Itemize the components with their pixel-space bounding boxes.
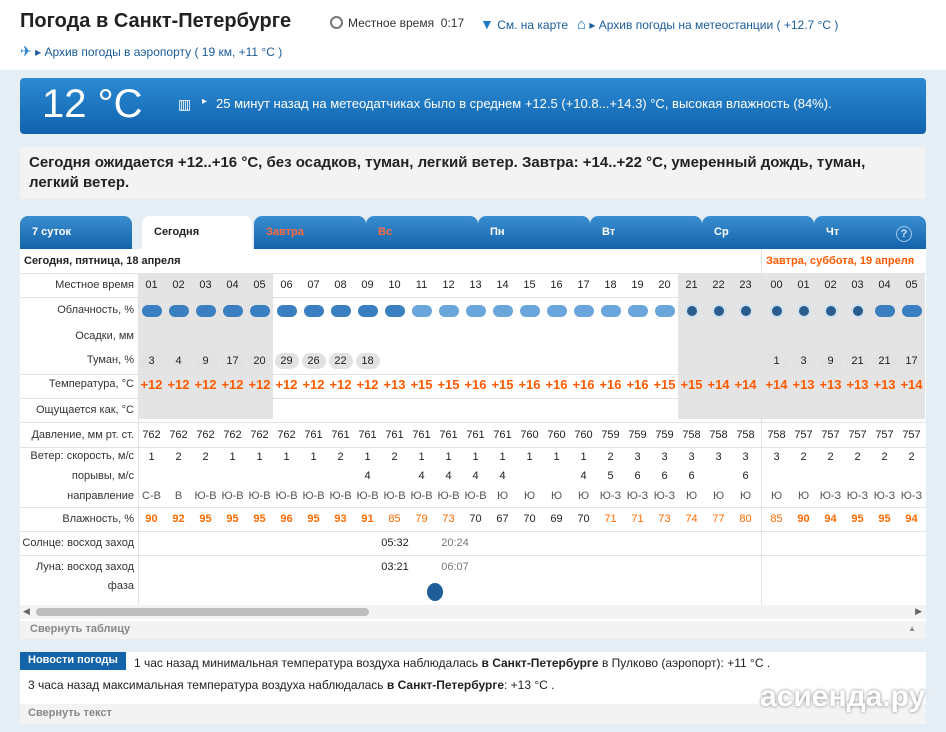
- hour-cell: 03: [199, 279, 212, 291]
- moonrise: 03:21: [381, 561, 409, 573]
- station-icon: ⌂: [577, 16, 587, 33]
- wind-cell: 1: [526, 451, 533, 463]
- hour-cell: 07: [307, 279, 320, 291]
- collapse-arrow-icon: ▲: [908, 624, 916, 633]
- humidity-cell: 80: [739, 513, 752, 525]
- hour-cell: 02: [824, 279, 837, 291]
- hour-cell: 19: [631, 279, 644, 291]
- direction-cell: Ю: [739, 490, 752, 502]
- humidity-cell: 69: [550, 513, 563, 525]
- fog-cell: 18: [354, 353, 381, 369]
- fog-cell: 21: [844, 353, 871, 369]
- temp-cell: +12: [329, 377, 352, 392]
- row-divider: [20, 297, 926, 298]
- page-title: Погода в Санкт-Петербурге: [20, 10, 292, 32]
- pressure-cell: 761: [304, 429, 323, 441]
- humidity-cell: 90: [797, 513, 810, 525]
- gust-cell: 4: [580, 470, 587, 482]
- hour-cell: 15: [523, 279, 536, 291]
- clear-night-icon: [763, 301, 790, 321]
- cloud-icon: [273, 301, 300, 321]
- humidity-cell: 95: [307, 513, 320, 525]
- row-divider: [20, 422, 926, 423]
- cloud-icon: [165, 301, 192, 321]
- hour-cell: 00: [770, 279, 783, 291]
- fog-cell: 26: [300, 353, 327, 369]
- pressure-cell: 757: [794, 429, 813, 441]
- pressure-cell: 757: [875, 429, 894, 441]
- hour-cell: 04: [878, 279, 891, 291]
- news-title: Новости погоды: [20, 652, 126, 670]
- direction-cell: Ю: [797, 490, 810, 502]
- row-divider: [20, 398, 926, 399]
- row-label-sun: Солнце: восход заход: [22, 537, 134, 549]
- wind-cell: 1: [283, 451, 290, 463]
- temp-cell: +16: [572, 377, 595, 392]
- row-label-precip: Осадки, мм: [75, 330, 134, 342]
- wind-cell: 3: [773, 451, 780, 463]
- humidity-cell: 73: [442, 513, 455, 525]
- humidity-cell: 71: [604, 513, 617, 525]
- direction-cell: Ю-В: [356, 490, 379, 502]
- temp-cell: +12: [356, 377, 379, 392]
- cloud-icon: [138, 301, 165, 321]
- temp-cell: +15: [653, 377, 676, 392]
- tab-wednesday[interactable]: Ср: [702, 216, 814, 249]
- pressure-cell: 762: [142, 429, 161, 441]
- scrollbar-thumb[interactable]: [36, 608, 369, 616]
- wind-cell: 1: [580, 451, 587, 463]
- hour-cell: 13: [469, 279, 482, 291]
- hour-cell: 05: [253, 279, 266, 291]
- direction-cell: Ю-В: [329, 490, 352, 502]
- pressure-cell: 762: [250, 429, 269, 441]
- temp-cell: +12: [302, 377, 325, 392]
- gust-cell: 4: [445, 470, 452, 482]
- direction-cell: Ю-З: [653, 490, 676, 502]
- moon-phase-icon: [427, 583, 443, 601]
- direction-cell: Ю: [712, 490, 725, 502]
- gust-cell: 6: [634, 470, 641, 482]
- wind-cell: 3: [661, 451, 668, 463]
- pressure-cell: 761: [331, 429, 350, 441]
- row-label-phase: фаза: [107, 580, 134, 592]
- row-label-moon: Луна: восход заход: [35, 561, 134, 573]
- pressure-cell: 757: [848, 429, 867, 441]
- humidity-cell: 70: [469, 513, 482, 525]
- collapse-text-button[interactable]: Свернуть текст: [20, 704, 926, 724]
- wind-cell: 1: [256, 451, 263, 463]
- pressure-cell: 759: [655, 429, 674, 441]
- cloud-icon: [651, 301, 678, 321]
- humidity-cell: 94: [824, 513, 837, 525]
- temp-cell: +16: [464, 377, 487, 392]
- wind-cell: 1: [310, 451, 317, 463]
- humidity-cell: 94: [905, 513, 918, 525]
- pressure-cell: 758: [682, 429, 701, 441]
- humidity-cell: 92: [172, 513, 185, 525]
- direction-cell: Ю-В: [194, 490, 217, 502]
- row-divider: [20, 531, 926, 532]
- direction-cell: Ю: [577, 490, 590, 502]
- fog-cell: 9: [817, 353, 844, 369]
- temp-cell: +14: [707, 377, 730, 392]
- row-label-local_time: Местное время: [55, 279, 134, 291]
- hour-cell: 14: [496, 279, 509, 291]
- pressure-cell: 762: [277, 429, 296, 441]
- direction-cell: Ю: [496, 490, 509, 502]
- wind-cell: 3: [715, 451, 722, 463]
- wind-cell: 1: [445, 451, 452, 463]
- row-divider: [20, 447, 926, 448]
- temp-cell: +13: [846, 377, 869, 392]
- hour-cell: 05: [905, 279, 918, 291]
- direction-cell: В: [174, 490, 183, 502]
- clear-night-icon: [817, 301, 844, 321]
- pressure-cell: 761: [358, 429, 377, 441]
- pressure-cell: 761: [412, 429, 431, 441]
- wind-cell: 3: [688, 451, 695, 463]
- news-item-1: 1 час назад минимальная температура воздуха наблюдалась в Санкт-Петербурге в Пулково (аэропорт): +11 °C .: [134, 656, 771, 670]
- sunrise: 05:32: [381, 537, 409, 549]
- direction-cell: Ю: [550, 490, 563, 502]
- wind-cell: 1: [553, 451, 560, 463]
- row-divider: [20, 374, 926, 375]
- temp-cell: +16: [626, 377, 649, 392]
- gust-cell: 4: [364, 470, 371, 482]
- humidity-cell: 91: [361, 513, 374, 525]
- row-label-direction: направление: [67, 490, 134, 502]
- hour-cell: 11: [415, 279, 428, 291]
- clear-night-icon: [705, 301, 732, 321]
- map-pin-icon: ▼: [480, 16, 494, 32]
- pressure-cell: 759: [601, 429, 620, 441]
- humidity-cell: 95: [878, 513, 891, 525]
- humidity-cell: 77: [712, 513, 725, 525]
- temp-cell: +15: [491, 377, 514, 392]
- pressure-cell: 757: [821, 429, 840, 441]
- row-divider: [20, 507, 926, 508]
- humidity-cell: 70: [577, 513, 590, 525]
- hour-cell: 03: [851, 279, 864, 291]
- arrow-icon: ▸: [202, 96, 208, 107]
- pressure-cell: 760: [520, 429, 539, 441]
- wind-cell: 3: [634, 451, 641, 463]
- hour-cell: 22: [712, 279, 725, 291]
- temp-cell: +15: [410, 377, 433, 392]
- temp-cell: +12: [194, 377, 217, 392]
- humidity-cell: 70: [523, 513, 536, 525]
- direction-cell: С-В: [142, 490, 161, 502]
- pressure-cell: 761: [466, 429, 485, 441]
- clear-night-icon: [732, 301, 759, 321]
- temp-cell: +12: [140, 377, 163, 392]
- scroll-left-icon[interactable]: ◀: [23, 606, 30, 616]
- hour-cell: 18: [604, 279, 617, 291]
- wind-cell: 2: [881, 451, 888, 463]
- direction-cell: Ю-З: [819, 490, 842, 502]
- clock-icon: [330, 16, 343, 29]
- fog-cell: 22: [327, 353, 354, 369]
- wind-cell: 1: [418, 451, 425, 463]
- tab-tuesday[interactable]: Вт: [590, 216, 702, 249]
- temp-cell: +12: [167, 377, 190, 392]
- humidity-cell: 85: [388, 513, 401, 525]
- watermark: асиенда.ру: [760, 680, 926, 713]
- cloud-icon: [300, 301, 327, 321]
- humidity-cell: 96: [280, 513, 293, 525]
- humidity-cell: 74: [685, 513, 698, 525]
- collapse-table-button[interactable]: Свернуть таблицу ▲: [20, 621, 926, 639]
- humidity-cell: 73: [658, 513, 671, 525]
- cloud-icon: [462, 301, 489, 321]
- date-today: Сегодня, пятница, 18 апреля: [24, 255, 181, 267]
- current-temp: 12 °C: [42, 82, 143, 126]
- temp-cell: +13: [873, 377, 896, 392]
- tab-monday[interactable]: Пн: [478, 216, 590, 249]
- hour-cell: 23: [739, 279, 752, 291]
- gust-cell: 5: [607, 470, 614, 482]
- forecast-summary: Сегодня ожидается +12..+16 °C, без осадков, туман, легкий ветер. Завтра: +14..+22 °C, умеренный дождь, туман, легкий ветер.: [20, 147, 926, 199]
- wind-cell: 1: [472, 451, 479, 463]
- cloud-icon: [597, 301, 624, 321]
- cloud-icon: [489, 301, 516, 321]
- airplane-icon: ✈: [20, 43, 32, 59]
- clear-night-icon: [790, 301, 817, 321]
- building-icon: ▥: [178, 96, 192, 112]
- humidity-cell: 95: [199, 513, 212, 525]
- wind-cell: 1: [364, 451, 371, 463]
- cloud-icon: [570, 301, 597, 321]
- tab-today[interactable]: Сегодня: [142, 216, 252, 249]
- map-link[interactable]: ▼ См. на карте: [480, 16, 569, 32]
- row-label-feels: Ощущается как, °C: [35, 404, 134, 416]
- humidity-cell: 67: [496, 513, 509, 525]
- day-tabs: [20, 213, 926, 249]
- pressure-cell: 759: [628, 429, 647, 441]
- wind-cell: 2: [175, 451, 182, 463]
- pressure-cell: 761: [439, 429, 458, 441]
- direction-cell: Ю-В: [410, 490, 433, 502]
- row-label-gusts: порывы, м/с: [71, 470, 134, 482]
- direction-cell: Ю-В: [464, 490, 487, 502]
- wind-cell: 1: [148, 451, 155, 463]
- gust-cell: 6: [661, 470, 668, 482]
- pressure-cell: 758: [709, 429, 728, 441]
- fog-cell: 17: [898, 353, 925, 369]
- wind-cell: 2: [908, 451, 915, 463]
- fog-cell: 1: [763, 353, 790, 369]
- direction-cell: Ю-В: [221, 490, 244, 502]
- fog-cell: 21: [871, 353, 898, 369]
- pressure-cell: 762: [196, 429, 215, 441]
- wind-cell: 2: [391, 451, 398, 463]
- hour-cell: 16: [550, 279, 563, 291]
- temp-cell: +13: [819, 377, 842, 392]
- temp-cell: +15: [437, 377, 460, 392]
- tab-sunday[interactable]: Вс: [366, 216, 478, 249]
- fog-cell: 17: [219, 353, 246, 369]
- pressure-cell: 761: [493, 429, 512, 441]
- clear-night-icon: [678, 301, 705, 321]
- temp-cell: +16: [545, 377, 568, 392]
- humidity-cell: 90: [145, 513, 158, 525]
- row-label-wind_speed: Ветер: скорость, м/с: [30, 450, 134, 462]
- cloud-icon: [543, 301, 570, 321]
- gust-cell: 6: [688, 470, 695, 482]
- cloud-icon: [327, 301, 354, 321]
- direction-cell: Ю: [770, 490, 783, 502]
- wind-cell: 2: [854, 451, 861, 463]
- direction-cell: Ю-В: [302, 490, 325, 502]
- page-header: [0, 0, 946, 70]
- humidity-cell: 93: [334, 513, 347, 525]
- cloud-icon: [246, 301, 273, 321]
- hour-cell: 04: [226, 279, 239, 291]
- gust-cell: 4: [472, 470, 479, 482]
- row-label-pressure: Давление, мм рт. ст.: [31, 429, 134, 441]
- day-divider: [761, 249, 762, 605]
- gust-cell: 6: [742, 470, 749, 482]
- help-icon[interactable]: ?: [896, 226, 912, 242]
- row-label-temp: Температура, °C: [48, 378, 134, 390]
- cloud-icon: [624, 301, 651, 321]
- direction-cell: Ю-З: [626, 490, 649, 502]
- cloud-icon: [435, 301, 462, 321]
- cloud-icon: [898, 301, 925, 321]
- cloud-icon: [192, 301, 219, 321]
- temp-cell: +12: [221, 377, 244, 392]
- airport-archive-link[interactable]: ✈ ▸ Архив погоды в аэропорту ( 19 км, +11 °C ): [20, 43, 283, 59]
- temp-cell: +14: [734, 377, 757, 392]
- direction-cell: Ю-В: [383, 490, 406, 502]
- hour-cell: 09: [361, 279, 374, 291]
- fog-cell: 29: [273, 353, 300, 369]
- local-time: Местное время 0:17: [330, 16, 464, 30]
- hour-cell: 21: [685, 279, 698, 291]
- direction-cell: Ю-В: [248, 490, 271, 502]
- temp-cell: +13: [792, 377, 815, 392]
- sunset: 20:24: [441, 537, 469, 549]
- clear-night-icon: [844, 301, 871, 321]
- fog-cell: 3: [790, 353, 817, 369]
- tab-tomorrow[interactable]: Завтра: [254, 216, 366, 249]
- row-label-fog: Туман, %: [86, 354, 134, 366]
- temp-cell: +14: [900, 377, 923, 392]
- fog-cell: 3: [138, 353, 165, 369]
- temp-cell: +12: [275, 377, 298, 392]
- humidity-cell: 85: [770, 513, 783, 525]
- cloud-icon: [408, 301, 435, 321]
- hour-cell: 01: [797, 279, 810, 291]
- direction-cell: Ю-З: [873, 490, 896, 502]
- humidity-cell: 71: [631, 513, 644, 525]
- pressure-cell: 760: [574, 429, 593, 441]
- pressure-cell: 758: [736, 429, 755, 441]
- direction-cell: Ю: [685, 490, 698, 502]
- hour-cell: 20: [658, 279, 671, 291]
- hour-cell: 01: [145, 279, 158, 291]
- pressure-cell: 761: [385, 429, 404, 441]
- row-label-humidity: Влажность, %: [62, 513, 134, 525]
- cloud-icon: [381, 301, 408, 321]
- cloud-icon: [219, 301, 246, 321]
- pressure-cell: 762: [223, 429, 242, 441]
- fog-cell: 20: [246, 353, 273, 369]
- wind-cell: 2: [337, 451, 344, 463]
- current-weather-banner: [20, 78, 926, 134]
- wind-cell: 1: [499, 451, 506, 463]
- row-label-clouds: Облачность, %: [57, 304, 134, 316]
- row-divider: [20, 555, 926, 556]
- wind-cell: 2: [827, 451, 834, 463]
- direction-cell: Ю-З: [599, 490, 622, 502]
- news-item-2: 3 часа назад максимальная температура воздуха наблюдалась в Санкт-Петербурге: +13 °C .: [28, 678, 555, 692]
- date-tomorrow: Завтра, суббота, 19 апреля: [766, 255, 915, 267]
- temp-cell: +14: [765, 377, 788, 392]
- hour-cell: 10: [388, 279, 401, 291]
- pressure-cell: 762: [169, 429, 188, 441]
- tab-thursday[interactable]: Чт ?: [814, 216, 926, 249]
- temp-cell: +16: [518, 377, 541, 392]
- hour-cell: 02: [172, 279, 185, 291]
- wind-cell: 2: [607, 451, 614, 463]
- wind-cell: 3: [742, 451, 749, 463]
- sensor-message: 25 минут назад на метеодатчиках было в среднем +12.5 (+10.8...+14.3) °C, высокая влажность (84%).: [216, 96, 832, 111]
- direction-cell: Ю: [523, 490, 536, 502]
- moonset: 06:07: [441, 561, 469, 573]
- wind-cell: 2: [800, 451, 807, 463]
- fog-cell: 9: [192, 353, 219, 369]
- humidity-cell: 95: [851, 513, 864, 525]
- temp-cell: +16: [599, 377, 622, 392]
- hour-cell: 06: [280, 279, 293, 291]
- temp-cell: +15: [680, 377, 703, 392]
- cloud-icon: [871, 301, 898, 321]
- humidity-cell: 79: [415, 513, 428, 525]
- hour-cell: 08: [334, 279, 347, 291]
- pressure-cell: 757: [902, 429, 921, 441]
- direction-cell: Ю-З: [846, 490, 869, 502]
- gust-cell: 4: [499, 470, 506, 482]
- direction-cell: Ю-В: [275, 490, 298, 502]
- humidity-cell: 95: [253, 513, 266, 525]
- hour-cell: 12: [442, 279, 455, 291]
- wind-cell: 2: [202, 451, 209, 463]
- pressure-cell: 758: [767, 429, 786, 441]
- temp-cell: +12: [248, 377, 271, 392]
- direction-cell: Ю-З: [900, 490, 923, 502]
- fog-cell: 4: [165, 353, 192, 369]
- humidity-cell: 95: [226, 513, 239, 525]
- pressure-cell: 760: [547, 429, 566, 441]
- tab-7-days[interactable]: 7 суток: [20, 216, 132, 249]
- gust-cell: 4: [418, 470, 425, 482]
- direction-cell: Ю-В: [437, 490, 460, 502]
- cloud-icon: [516, 301, 543, 321]
- temp-cell: +13: [383, 377, 406, 392]
- hour-cell: 17: [577, 279, 590, 291]
- row-divider: [20, 273, 926, 274]
- horizontal-scrollbar[interactable]: [20, 605, 926, 619]
- scroll-right-icon[interactable]: ▶: [915, 606, 922, 616]
- cloud-icon: [354, 301, 381, 321]
- hourly-table: [20, 249, 926, 639]
- station-archive-link[interactable]: ⌂ ▸ Архив погоды на метеостанции ( +12.7 °C ): [577, 16, 839, 33]
- wind-cell: 1: [229, 451, 236, 463]
